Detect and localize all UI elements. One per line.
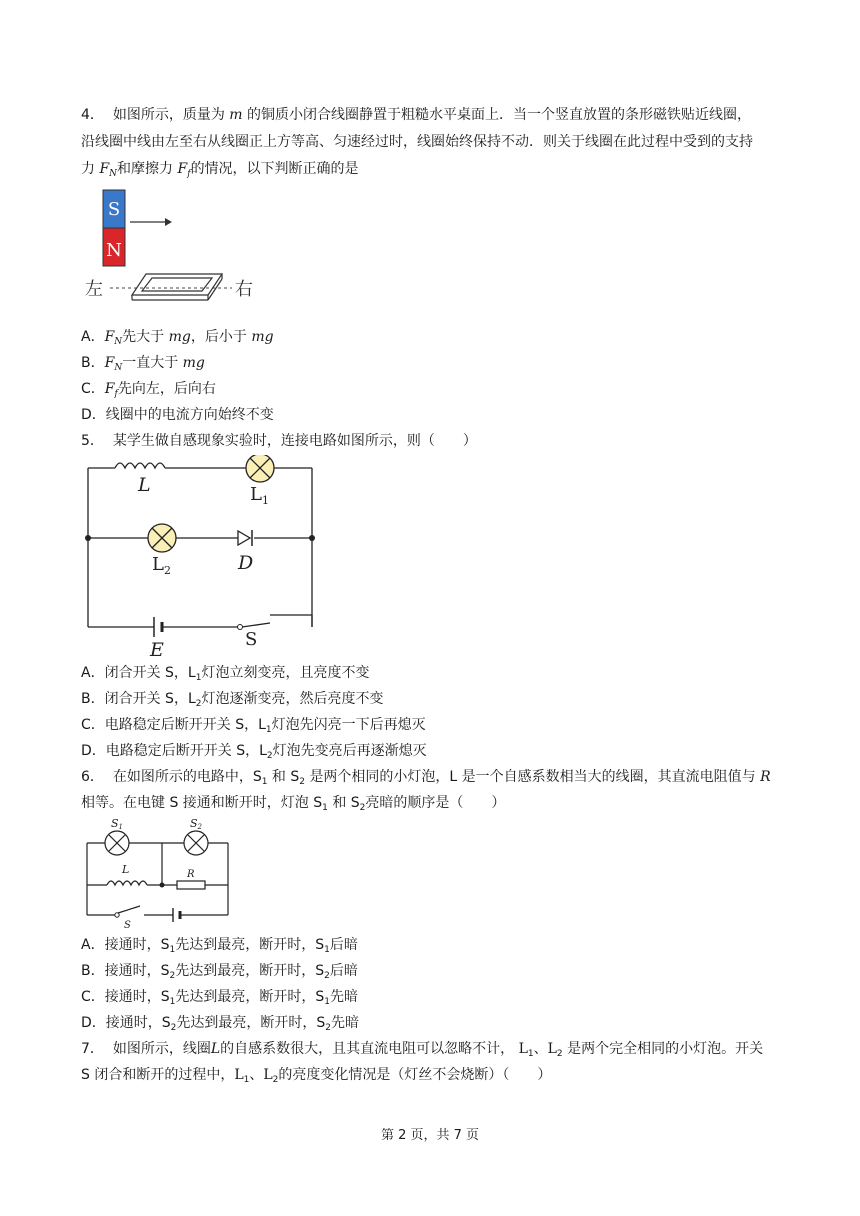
label-S2: S2 bbox=[190, 817, 203, 831]
q5-option-b[interactable] bbox=[81, 689, 383, 714]
q6-option-b[interactable] bbox=[81, 961, 358, 986]
option-var-mg: mg bbox=[168, 329, 191, 345]
q7-text: 的自感系数很大，且其直流电阻可以忽略不计， bbox=[220, 1041, 515, 1057]
q4-text-d: 力 bbox=[81, 161, 95, 177]
q6-option-d[interactable] bbox=[81, 1013, 359, 1038]
q7-text: 的亮度变化情况是（灯丝不会烧断）（ ） bbox=[278, 1067, 552, 1083]
q6-text: 和 S bbox=[332, 795, 360, 811]
lamp-S1-icon bbox=[105, 831, 129, 855]
option-text: 灯泡先变亮后再逐渐熄灭 bbox=[272, 743, 427, 759]
q7-sub: 2 bbox=[272, 1075, 279, 1085]
q7-text: 如图所示，线圈 bbox=[112, 1041, 211, 1057]
q6-text: 在如图所示的电路中，S bbox=[112, 769, 262, 785]
lamp-S2-icon bbox=[184, 831, 208, 855]
label-L: L bbox=[122, 863, 130, 876]
option-label: C． bbox=[81, 717, 105, 733]
q7-var-L1: L bbox=[234, 1067, 244, 1083]
q4-var-m: m bbox=[229, 107, 243, 123]
option-text: 先向左，后向右 bbox=[117, 381, 216, 397]
q7-stem-line1 bbox=[81, 1039, 763, 1064]
q4-var-Ff-sub: f bbox=[187, 169, 191, 179]
option-text: 先大于 bbox=[122, 329, 165, 345]
option-text: 先达到最亮，断开时，S bbox=[175, 937, 325, 953]
option-text: 先暗 bbox=[331, 1015, 360, 1031]
q4-text-c: 沿线圈中线由左至右从线圈正上方等高、匀速经过时，线圈始终保持不动．则关于线圈在此过程中受到的支持 bbox=[81, 134, 753, 150]
option-sub: 2 bbox=[325, 1023, 332, 1033]
q4-option-a[interactable] bbox=[81, 327, 274, 352]
option-text: 接通时，S bbox=[104, 989, 170, 1005]
q4-stem-line3 bbox=[81, 159, 359, 184]
q7-text: S 闭合和断开的过程中， bbox=[81, 1067, 235, 1083]
q6-var-R: R bbox=[760, 769, 771, 785]
q7-number: 7． bbox=[81, 1041, 104, 1057]
q7-var-L: L bbox=[210, 1041, 221, 1057]
option-text: 一直大于 bbox=[122, 355, 179, 371]
option-sub: 1 bbox=[195, 673, 202, 683]
option-label: D． bbox=[81, 743, 106, 759]
q7-text: 是两个完全相同的小灯泡。开关 bbox=[567, 1041, 764, 1057]
q6-option-a[interactable] bbox=[81, 935, 358, 960]
option-label: B． bbox=[81, 963, 105, 979]
option-text: ，后小于 bbox=[190, 329, 247, 345]
option-label: A． bbox=[81, 665, 105, 681]
battery-E-icon bbox=[154, 617, 162, 637]
q7-sub: 1 bbox=[243, 1075, 250, 1085]
option-sub: 1 bbox=[169, 997, 176, 1007]
option-var-mg: mg bbox=[251, 329, 274, 345]
option-var: F bbox=[104, 381, 115, 397]
option-sub: 1 bbox=[324, 945, 330, 955]
q4-stem-line2 bbox=[81, 132, 753, 152]
option-var-sub: N bbox=[114, 337, 123, 347]
q6-sub: 2 bbox=[299, 777, 305, 787]
page-footer: 第 2 页，共 7 页 bbox=[380, 1128, 480, 1143]
option-label: D． bbox=[81, 1015, 106, 1031]
option-text: 后暗 bbox=[329, 963, 358, 979]
q4-option-c[interactable] bbox=[81, 379, 216, 404]
option-label: A． bbox=[81, 329, 105, 345]
option-text: 灯泡立刻变亮，且亮度不变 bbox=[201, 665, 370, 681]
q7-sep: 、 bbox=[249, 1067, 264, 1083]
q6-number: 6． bbox=[81, 769, 104, 785]
q4-figure-magnet-coil bbox=[80, 185, 270, 310]
q5-option-a[interactable] bbox=[81, 663, 369, 688]
q4-option-b[interactable] bbox=[81, 353, 205, 378]
q7-var-L2: L bbox=[263, 1067, 273, 1083]
option-label: C． bbox=[81, 381, 105, 397]
q6-text: 相等。在电键 S 接通和断开时，灯泡 S bbox=[81, 795, 323, 811]
q6-text: 是两个相同的小灯泡，L 是一个自感系数相当大的线圈，其直流电阻值与 bbox=[309, 769, 756, 785]
option-text: 后暗 bbox=[329, 937, 358, 953]
option-sub: 1 bbox=[169, 945, 176, 955]
coil-loop bbox=[132, 274, 222, 300]
q6-sub: 1 bbox=[261, 777, 268, 787]
q4-option-d[interactable] bbox=[81, 405, 274, 425]
label-L1: $L_1$ bbox=[250, 484, 269, 507]
option-text: 电路稳定后断开开关 S，L bbox=[104, 717, 266, 733]
q5-option-c[interactable] bbox=[81, 715, 426, 740]
q4-text-b: 的铜质小闭合线圈静置于粗糙水平桌面上．当一个竖直放置的条形磁铁贴近线圈， bbox=[247, 107, 752, 123]
motion-arrowhead bbox=[165, 218, 172, 226]
q6-stem-line1 bbox=[81, 767, 771, 792]
switch-S-contact bbox=[238, 625, 243, 630]
label-left: 左 bbox=[85, 279, 103, 300]
inductor-L-coil bbox=[107, 881, 147, 885]
q4-var-FN: F bbox=[99, 161, 110, 177]
q7-sub: 2 bbox=[556, 1049, 563, 1059]
magnet-s-label: S bbox=[107, 199, 121, 220]
option-text: 电路稳定后断开开关 S，L bbox=[105, 743, 267, 759]
q5-option-d[interactable] bbox=[81, 741, 427, 766]
q5-text: 某学生做自感现象实验时，连接电路如图所示，则（ ） bbox=[112, 433, 477, 449]
q4-text-a: 如图所示，质量为 bbox=[112, 107, 225, 123]
lamp-L1-icon bbox=[246, 455, 274, 482]
option-var: F bbox=[104, 355, 115, 371]
q6-sub: 2 bbox=[359, 803, 366, 813]
label-D: D bbox=[238, 552, 254, 574]
option-text: 灯泡逐渐变亮，然后亮度不变 bbox=[201, 691, 384, 707]
option-label: B． bbox=[81, 691, 105, 707]
option-text: 闭合开关 S，L bbox=[104, 691, 196, 707]
option-text: 接通时，S bbox=[105, 1015, 171, 1031]
q7-var-L1: L bbox=[518, 1041, 528, 1057]
option-label: C． bbox=[81, 989, 105, 1005]
option-label: B． bbox=[81, 355, 105, 371]
option-text: 灯泡先闪亮一下后再熄灭 bbox=[271, 717, 426, 733]
diode-D-icon bbox=[238, 530, 252, 546]
q4-text-e: 和摩擦力 bbox=[117, 161, 174, 177]
option-text: 线圈中的电流方向始终不变 bbox=[105, 407, 274, 423]
q6-text: 亮暗的顺序是（ ） bbox=[365, 795, 506, 811]
label-right: 右 bbox=[235, 279, 253, 300]
q5-number: 5． bbox=[81, 433, 104, 449]
q7-sep: 、 bbox=[533, 1041, 548, 1057]
junction bbox=[160, 883, 165, 888]
q5-stem bbox=[81, 431, 477, 451]
q6-option-c[interactable] bbox=[81, 987, 358, 1012]
switch-contact bbox=[115, 913, 119, 917]
option-var: F bbox=[104, 329, 115, 345]
label-E: E bbox=[150, 639, 164, 660]
label-R: R bbox=[187, 869, 195, 880]
option-var-mg: mg bbox=[182, 355, 205, 371]
q4-stem-line1 bbox=[81, 105, 751, 125]
q4-var-Ff: F bbox=[177, 161, 188, 177]
option-text: 先达到最亮，断开时，S bbox=[175, 963, 325, 979]
q6-circuit-figure bbox=[80, 815, 235, 930]
q6-sub: 1 bbox=[322, 803, 328, 813]
q7-stem-line2 bbox=[81, 1065, 551, 1090]
q4-text-f: 的情况，以下判断正确的是 bbox=[190, 161, 359, 177]
q6-text: 和 S bbox=[271, 769, 300, 785]
label-L: L bbox=[138, 474, 151, 496]
option-var-sub: f bbox=[114, 389, 118, 399]
q4-number: 4． bbox=[81, 107, 104, 123]
label-S: S bbox=[124, 920, 131, 930]
option-text: 先达到最亮，断开时，S bbox=[175, 989, 325, 1005]
option-sub: 2 bbox=[195, 699, 202, 709]
option-text: 先达到最亮，断开时，S bbox=[176, 1015, 326, 1031]
option-sub: 2 bbox=[266, 751, 273, 761]
option-sub: 2 bbox=[169, 971, 176, 981]
inductor-L-coil bbox=[115, 463, 165, 468]
option-var-sub: N bbox=[114, 363, 123, 373]
option-sub: 2 bbox=[170, 1023, 177, 1033]
label-S1: S1 bbox=[111, 817, 124, 831]
option-sub: 1 bbox=[265, 725, 272, 735]
option-sub: 1 bbox=[324, 997, 331, 1007]
option-text: 闭合开关 S，L bbox=[104, 665, 196, 681]
junction-left bbox=[85, 535, 91, 541]
label-L2: $L_2$ bbox=[152, 554, 171, 577]
lamp-L2-icon bbox=[148, 524, 176, 552]
q7-sub: 1 bbox=[527, 1049, 534, 1059]
junction-right bbox=[309, 535, 315, 541]
option-text: 接通时，S bbox=[104, 963, 170, 979]
option-label: D． bbox=[81, 407, 106, 423]
resistor-R-icon bbox=[177, 881, 205, 889]
option-label: A． bbox=[81, 937, 105, 953]
q5-circuit-figure bbox=[80, 455, 325, 660]
q4-var-FN-sub: N bbox=[109, 169, 118, 179]
label-S: S bbox=[245, 629, 258, 650]
q7-var-L2: L bbox=[547, 1041, 557, 1057]
option-sub: 2 bbox=[324, 971, 330, 981]
option-text: 接通时，S bbox=[104, 937, 170, 953]
magnet-n-label: N bbox=[106, 240, 122, 261]
option-text: 先暗 bbox=[330, 989, 359, 1005]
